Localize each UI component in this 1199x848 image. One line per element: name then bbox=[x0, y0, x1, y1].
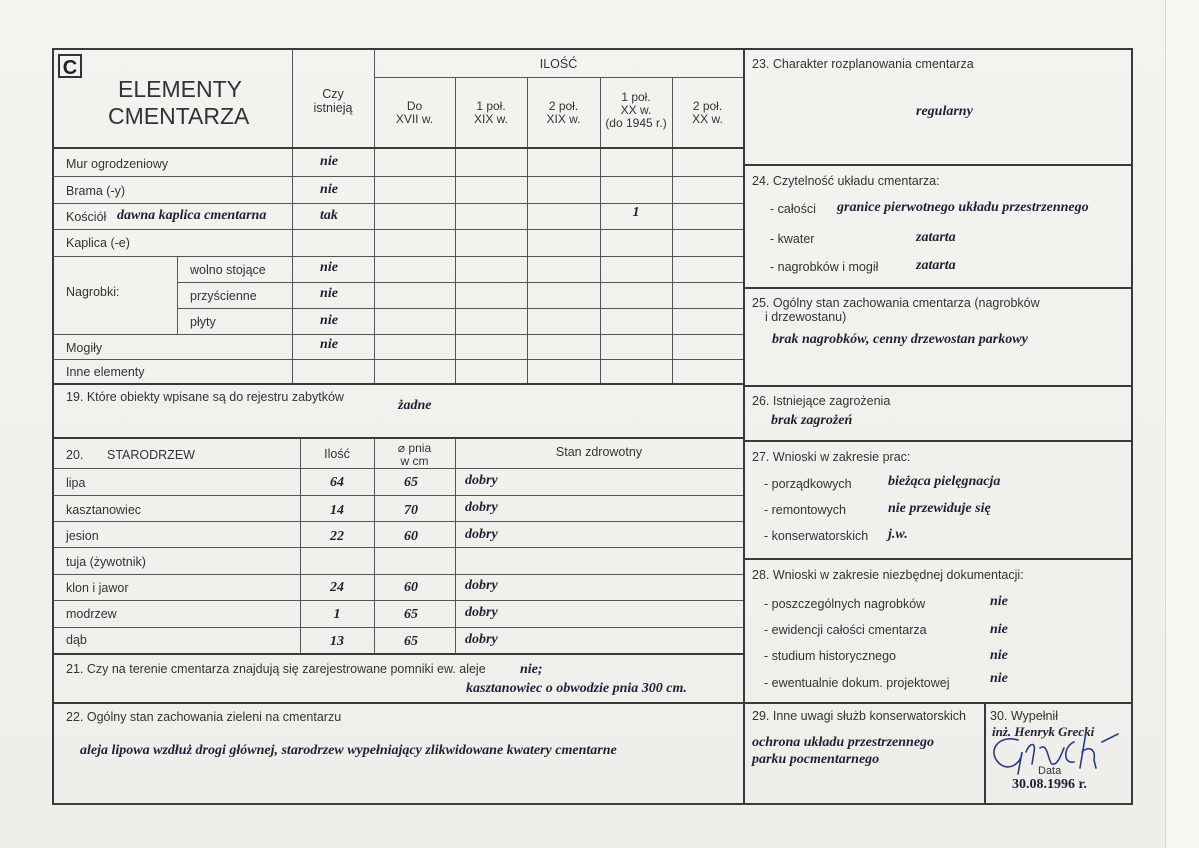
q21-value2: kasztanowiec o obwodzie pnia 300 cm. bbox=[466, 681, 687, 696]
trees-num: 20. bbox=[66, 448, 84, 462]
value-brama-exists: nie bbox=[320, 182, 338, 197]
tree-name: jesion bbox=[66, 529, 99, 543]
q25-label-2: i drzewostanu) bbox=[765, 310, 847, 324]
value-kosciol-count: 1 bbox=[632, 205, 640, 220]
tree-count: 13 bbox=[330, 634, 344, 649]
q25-label-1: 25. Ogólny stan zachowania cmentarza (nagrobków bbox=[752, 296, 1040, 310]
section-title-2: CMENTARZA bbox=[108, 103, 250, 129]
tree-name: dąb bbox=[66, 633, 87, 647]
exists-col-header: Czy istnieją bbox=[313, 87, 353, 115]
value-mogily-exists: nie bbox=[320, 337, 338, 352]
grid-line bbox=[53, 495, 743, 496]
page-edge bbox=[1165, 0, 1199, 848]
value-kosciol-note: dawna kaplica cmentarna bbox=[117, 208, 267, 223]
value-mur-exists: nie bbox=[320, 154, 338, 169]
q21-value1: nie; bbox=[520, 662, 543, 677]
grid-line bbox=[53, 176, 743, 177]
q23-value: regularny bbox=[916, 104, 973, 119]
grid-line bbox=[744, 287, 1132, 289]
q25-value: brak nagrobków, cenny drzewostan parkowy bbox=[772, 332, 1028, 347]
grid-line bbox=[53, 437, 743, 439]
q27-item-value: j.w. bbox=[888, 527, 908, 542]
grid-line bbox=[53, 702, 743, 704]
tree-health: dobry bbox=[465, 473, 498, 488]
tree-name: tuja (żywotnik) bbox=[66, 555, 146, 569]
grid-line bbox=[177, 282, 743, 283]
grid-line bbox=[53, 574, 743, 575]
q24-item-label: - nagrobków i mogił bbox=[770, 260, 879, 274]
q30-name: inż. Henryk Grecki bbox=[992, 724, 1095, 739]
q26-label: 26. Istniejące zagrożenia bbox=[752, 394, 891, 408]
grid-line bbox=[53, 521, 743, 522]
tree-diam: 65 bbox=[404, 607, 418, 622]
row-label-kosciol: Kościół bbox=[66, 210, 107, 224]
q28-item-value: nie bbox=[990, 594, 1008, 609]
grid-line bbox=[374, 77, 743, 78]
q28-item-label: - studium historycznego bbox=[764, 649, 897, 663]
grid-line bbox=[53, 468, 743, 469]
tree-diam: 65 bbox=[404, 475, 418, 490]
q23-label: 23. Charakter rozplanowania cmentarza bbox=[752, 57, 974, 71]
tree-name: lipa bbox=[66, 476, 86, 490]
q24-item-label: - całości bbox=[770, 202, 816, 216]
grid-line bbox=[177, 308, 743, 309]
grid-line bbox=[53, 653, 743, 655]
row-label-brama: Brama (-y) bbox=[66, 184, 126, 198]
tree-count: 22 bbox=[330, 529, 344, 544]
q29-value-1: ochrona układu przestrzennego bbox=[752, 735, 935, 750]
q21-label: 21. Czy na terenie cmentarza znajdują się zarejestrowane pomniki ew. aleje bbox=[66, 662, 486, 676]
q22-value: aleja lipowa wzdłuż drogi głównej, starodrzew wypełniający zlikwidowane kwatery cmentarne bbox=[80, 743, 617, 758]
period-col-3: 2 poł. XIX w. bbox=[546, 99, 581, 126]
q28-item-label: - ewidencji całości cmentarza bbox=[764, 623, 927, 637]
q30-label: 30. Wypełnił bbox=[990, 709, 1058, 723]
q28-item-value: nie bbox=[990, 671, 1008, 686]
q24-label: 24. Czytelność układu cmentarza: bbox=[752, 174, 940, 188]
q28-item-label: - poszczególnych nagrobków bbox=[764, 597, 926, 611]
trees-title: STARODRZEW bbox=[107, 448, 195, 462]
grid-line bbox=[53, 147, 743, 149]
period-col-2: 1 poł. XIX w. bbox=[473, 99, 508, 126]
q24-item-label: - kwater bbox=[770, 232, 815, 246]
value-wolno-exists: nie bbox=[320, 260, 338, 275]
q28-item-label: - ewentualnie dokum. projektowej bbox=[764, 676, 950, 690]
tree-health: dobry bbox=[465, 605, 498, 620]
grid-line bbox=[53, 359, 743, 360]
tree-health: dobry bbox=[465, 527, 498, 542]
grid-line bbox=[455, 438, 456, 654]
q24-item-value: zatarta bbox=[916, 230, 956, 245]
tree-health: dobry bbox=[465, 578, 498, 593]
period-col-4: 1 poł. XX w. (do 1945 r.) bbox=[605, 90, 667, 130]
tree-count: 14 bbox=[330, 503, 344, 518]
tree-diam: 65 bbox=[404, 634, 418, 649]
row-label-nagrobki: Nagrobki: bbox=[66, 285, 120, 299]
tree-count: 24 bbox=[330, 580, 344, 595]
q28-item-value: nie bbox=[990, 648, 1008, 663]
q27-item-label: - remontowych bbox=[764, 503, 846, 517]
q29-value-2: parku pocmentarnego bbox=[752, 752, 880, 767]
row-label-mur: Mur ogrodzeniowy bbox=[66, 157, 169, 171]
q19-value: żadne bbox=[398, 398, 432, 413]
tree-diam: 60 bbox=[404, 580, 418, 595]
tree-count: 1 bbox=[333, 607, 341, 622]
divider bbox=[743, 49, 745, 804]
tree-name: kasztanowiec bbox=[66, 503, 142, 517]
grid-line bbox=[744, 440, 1132, 442]
section-letter: C bbox=[58, 54, 82, 78]
q28-item-value: nie bbox=[990, 622, 1008, 637]
row-label-wolno: wolno stojące bbox=[190, 263, 266, 277]
trees-col-diam: ⌀ pnia w cm bbox=[397, 441, 432, 468]
q27-label: 27. Wnioski w zakresie prac: bbox=[752, 450, 911, 464]
value-plyty-exists: nie bbox=[320, 313, 338, 328]
grid-line bbox=[53, 256, 743, 257]
row-label-inne: Inne elementy bbox=[66, 365, 145, 379]
grid-line bbox=[53, 627, 743, 628]
q29-label: 29. Inne uwagi służb konserwatorskich bbox=[752, 709, 967, 723]
q28-label: 28. Wnioski w zakresie niezbędnej dokumentacji: bbox=[752, 568, 1024, 582]
tree-count: 64 bbox=[330, 475, 344, 490]
trees-col-health: Stan zdrowotny bbox=[555, 445, 643, 459]
q22-label: 22. Ogólny stan zachowania zieleni na cmentarzu bbox=[66, 710, 342, 724]
period-col-1: Do XVII w. bbox=[395, 99, 434, 126]
q30-date: 30.08.1996 r. bbox=[1012, 777, 1087, 792]
row-label-plyty: płyty bbox=[190, 315, 216, 329]
grid-line bbox=[744, 558, 1132, 560]
row-label-kaplica: Kaplica (-e) bbox=[66, 236, 130, 250]
trees-col-count: Ilość bbox=[324, 447, 350, 461]
value-przyscienne-exists: nie bbox=[320, 286, 338, 301]
grid-line bbox=[53, 334, 743, 335]
grid-line bbox=[53, 600, 743, 601]
row-label-przyscienne: przyścienne bbox=[190, 289, 257, 303]
q19-label: 19. Które obiekty wpisane są do rejestru zabytków bbox=[66, 390, 344, 404]
q24-item-value: zatarta bbox=[916, 258, 956, 273]
grid-line bbox=[744, 164, 1132, 166]
grid-line bbox=[744, 385, 1132, 387]
q27-item-value: nie przewiduje się bbox=[888, 501, 991, 516]
ilosc-header: ILOŚĆ bbox=[539, 57, 578, 71]
q24-item-value: granice pierwotnego układu przestrzennego bbox=[837, 200, 1089, 215]
q27-item-value: bieżąca pielęgnacja bbox=[888, 474, 1001, 489]
q27-item-label: - konserwatorskich bbox=[764, 529, 869, 543]
grid-line bbox=[177, 256, 178, 334]
grid-line bbox=[53, 547, 743, 548]
q26-value: brak zagrożeń bbox=[771, 413, 853, 428]
grid-line bbox=[53, 203, 743, 204]
tree-diam: 70 bbox=[404, 503, 418, 518]
tree-diam: 60 bbox=[404, 529, 418, 544]
tree-health: dobry bbox=[465, 500, 498, 515]
grid-line bbox=[53, 229, 743, 230]
row-label-mogily: Mogiły bbox=[66, 341, 103, 355]
value-kosciol-exists: tak bbox=[320, 208, 338, 223]
grid-line bbox=[53, 383, 743, 385]
section-title-1: ELEMENTY bbox=[118, 76, 242, 102]
tree-health: dobry bbox=[465, 632, 498, 647]
q30-date-label: Data bbox=[1038, 765, 1062, 777]
tree-name: klon i jawor bbox=[66, 581, 129, 595]
grid-line bbox=[744, 702, 1132, 704]
tree-name: modrzew bbox=[66, 607, 117, 621]
q27-item-label: - porządkowych bbox=[764, 477, 852, 491]
period-col-5: 2 poł. XX w. bbox=[692, 99, 723, 126]
